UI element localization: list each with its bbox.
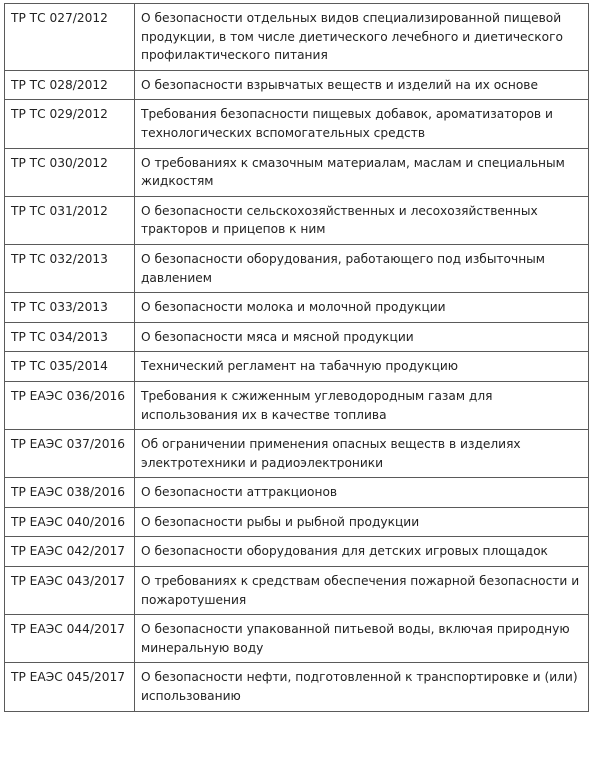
regulation-title: О безопасности отдельных видов специализированной пищевой продукции, в том числе диетического лечебного и диетического профилактического питания [135,4,589,71]
regulation-code: ТР ТС 027/2012 [5,4,135,71]
regulation-code: ТР ЕАЭС 038/2016 [5,478,135,508]
table-row [5,4,589,71]
regulation-title: О безопасности оборудования для детских игровых площадок [135,537,589,567]
regulation-code: ТР ТС 030/2012 [5,148,135,196]
regulation-title: Требования к сжиженным углеводородным газам для использования их в качестве топлива [135,381,589,429]
table-row [5,381,589,429]
table-row [5,244,589,292]
regulations-table [4,3,589,712]
regulation-title: О требованиях к смазочным материалам, маслам и специальным жидкостям [135,148,589,196]
regulation-title: О безопасности сельскохозяйственных и лесохозяйственных тракторов и прицепов к ним [135,196,589,244]
regulation-title: О безопасности аттракционов [135,478,589,508]
regulation-title: О безопасности мяса и мясной продукции [135,322,589,352]
table-row [5,70,589,100]
table-row [5,478,589,508]
regulation-code: ТР ТС 028/2012 [5,70,135,100]
regulation-title: Требования безопасности пищевых добавок, ароматизаторов и технологических вспомогательных средств [135,100,589,148]
table-row [5,352,589,382]
regulation-code: ТР ТС 031/2012 [5,196,135,244]
regulation-code: ТР ТС 034/2013 [5,322,135,352]
regulation-title: О безопасности нефти, подготовленной к транспортировке и (или) использованию [135,663,589,711]
table-row [5,507,589,537]
regulation-title: О безопасности молока и молочной продукции [135,293,589,323]
regulation-code: ТР ЕАЭС 042/2017 [5,537,135,567]
regulation-code: ТР ЕАЭС 043/2017 [5,567,135,615]
regulation-title: О безопасности оборудования, работающего под избыточным давлением [135,244,589,292]
regulation-title: О безопасности упакованной питьевой воды, включая природную минеральную воду [135,615,589,663]
regulation-code: ТР ТС 033/2013 [5,293,135,323]
regulation-code: ТР ТС 029/2012 [5,100,135,148]
regulation-code: ТР ЕАЭС 044/2017 [5,615,135,663]
table-row [5,567,589,615]
regulation-code: ТР ТС 032/2013 [5,244,135,292]
table-row [5,293,589,323]
regulation-code: ТР ЕАЭС 040/2016 [5,507,135,537]
table-row [5,322,589,352]
regulation-title: О требованиях к средствам обеспечения пожарной безопасности и пожаротушения [135,567,589,615]
regulation-title: О безопасности взрывчатых веществ и изделий на их основе [135,70,589,100]
table-row [5,430,589,478]
table-row [5,196,589,244]
table-row [5,537,589,567]
table-row [5,615,589,663]
regulation-title: О безопасности рыбы и рыбной продукции [135,507,589,537]
table-row [5,148,589,196]
regulation-code: ТР ЕАЭС 045/2017 [5,663,135,711]
regulation-code: ТР ЕАЭС 036/2016 [5,381,135,429]
table-row [5,663,589,711]
regulation-title: Об ограничении применения опасных веществ в изделиях электротехники и радиоэлектроники [135,430,589,478]
regulation-code: ТР ЕАЭС 037/2016 [5,430,135,478]
table-row [5,100,589,148]
regulation-title: Технический регламент на табачную продукцию [135,352,589,382]
regulations-table-body [5,4,589,712]
regulation-code: ТР ТС 035/2014 [5,352,135,382]
